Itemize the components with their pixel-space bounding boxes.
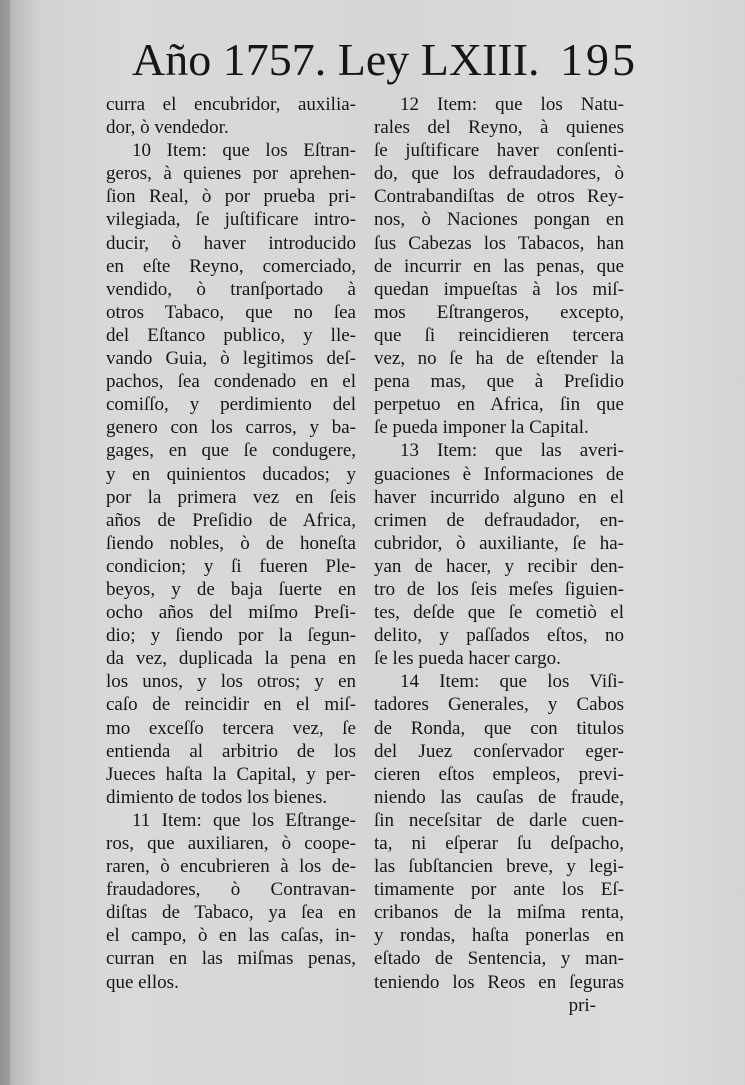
text-line: mos Eſtrangeros, excepto, xyxy=(374,301,624,323)
text-line: timamente por ante los Eſ- xyxy=(374,879,624,901)
text-line: 13 Item: que las averi- xyxy=(400,440,624,462)
text-line: cubridor, ò auxiliante, ſe ha- xyxy=(374,532,624,554)
text-line: genero con los carros, y ba- xyxy=(106,417,356,439)
left-text-column xyxy=(106,93,356,994)
text-line: pachos, ſea condenado en el xyxy=(106,371,356,393)
text-line: vez, no ſe ha de eſtender la xyxy=(374,348,624,370)
text-line: que ſi reincidieren tercera xyxy=(374,324,624,346)
text-line: haver incurrido alguno en el xyxy=(374,486,624,508)
text-line: tadores Generales, y Cabos xyxy=(374,694,624,716)
text-line: niendo las cauſas de fraude, xyxy=(374,786,624,808)
text-line: entienda al arbitrio de los xyxy=(106,740,356,762)
text-line: 12 Item: que los Natu- xyxy=(400,94,624,115)
text-line: raren, ò encubrieren à los de- xyxy=(106,856,356,878)
text-line: condicion; y ſi fueren Ple- xyxy=(106,555,356,577)
text-line: da vez, duplicada la pena en xyxy=(106,648,356,670)
text-line: eſtado de Sentencia, y man- xyxy=(374,948,624,970)
text-line: ros, que auxiliaren, ò coope- xyxy=(106,833,356,854)
text-line: vilegiada, ſe juſtificare intro- xyxy=(106,209,356,231)
text-line: cieren eſtos empleos, previ- xyxy=(374,763,624,785)
text-line: tro de los ſeis meſes ſiguien- xyxy=(374,578,624,600)
text-line: dimiento de todos los bienes. xyxy=(106,786,328,808)
text-line: delito, y paſſados eſtos, no xyxy=(374,625,624,647)
text-line: perpetuo en Africa, ſin que xyxy=(374,394,624,416)
text-line: y rondas, haſta ponerlas en xyxy=(374,925,624,947)
text-line: ta, ni eſperar ſu deſpacho, xyxy=(374,833,624,854)
header-title: Año 1757. Ley LXIII. xyxy=(132,34,540,85)
text-line: geros, à quienes por aprehen- xyxy=(106,163,356,185)
text-line: teniendo los Reos en ſeguras xyxy=(374,971,624,993)
text-line: otros Tabaco, que no ſea xyxy=(106,301,356,323)
text-line: ſion Real, ò por prueba pri- xyxy=(106,186,356,208)
text-line: ſus Cabezas los Tabacos, han xyxy=(374,232,624,254)
text-line: tes, deſde que ſe cometiò el xyxy=(374,602,624,624)
text-line: diſtas de Tabaco, ya ſea en xyxy=(106,902,356,924)
text-line: rales del Reyno, à quienes xyxy=(374,117,624,139)
text-line: Jueces haſta la Capital, y per- xyxy=(106,763,356,785)
text-line: mo exceſſo tercera vez, ſe xyxy=(106,717,356,739)
text-line: beyos, y de baja ſuerte en xyxy=(106,578,356,600)
text-line: del Eſtanco publico, y lle- xyxy=(106,324,356,346)
text-line: pena mas, que à Preſidio xyxy=(374,371,624,393)
page-gutter-shadow xyxy=(0,0,10,1085)
text-line: vendido, ò tranſportado à xyxy=(106,278,356,300)
catchword: pri- xyxy=(568,994,596,1016)
text-line: comiſſo, y perdimiento del xyxy=(106,394,356,416)
text-line: de Ronda, que con titulos xyxy=(374,717,624,739)
text-line: do, que los defraudadores, ò xyxy=(374,163,624,185)
text-line: ducir, ò haver introducido xyxy=(106,232,356,254)
text-line: 11 Item: que los Eſtrange- xyxy=(132,809,356,831)
text-line: ſiendo nobles, ò de honeſta xyxy=(106,532,356,554)
text-line: ſin neceſsitar de darle cuen- xyxy=(374,809,624,831)
text-line: gages, en que ſe condugere, xyxy=(106,440,356,462)
text-line: ſe juſtificare haver conſenti- xyxy=(374,140,624,162)
text-line: que ellos. xyxy=(106,971,179,993)
text-line: dio; y ſiendo por la ſegun- xyxy=(106,625,356,647)
text-line: las ſubſtancien breve, y legi- xyxy=(374,856,624,878)
text-line: 10 Item: que los Eſtran- xyxy=(132,140,356,162)
text-line: ocho años del miſmo Preſi- xyxy=(106,602,356,624)
text-line: cribanos de la miſma renta, xyxy=(374,902,624,924)
right-text-column xyxy=(374,93,624,1017)
text-line: el campo, ò en las caſas, in- xyxy=(106,925,356,947)
text-line: curran en las miſmas penas, xyxy=(106,948,356,970)
text-line: vando Guia, ò legitimos deſ- xyxy=(106,348,356,370)
text-line: 14 Item: que los Viſi- xyxy=(400,671,624,693)
text-line: guaciones è Informaciones de xyxy=(374,463,624,485)
text-line: nos, ò Naciones pongan en xyxy=(374,209,624,231)
text-line: yan de hacer, y recibir den- xyxy=(374,555,624,577)
text-line: caſo de reincidir en el miſ- xyxy=(106,694,356,716)
text-line: curra el encubridor, auxilia- xyxy=(106,94,356,115)
text-line: dor, ò vendedor. xyxy=(106,117,229,139)
text-line: fraudadores, ò Contravan- xyxy=(106,879,356,901)
text-line: crimen de defraudador, en- xyxy=(374,509,624,531)
text-line: ſe pueda imponer la Capital. xyxy=(374,417,589,439)
text-line: Contrabandiſtas de otros Rey- xyxy=(374,186,624,208)
text-line: los unos, y los otros; y en xyxy=(106,671,356,693)
text-line: y en quinientos ducados; y xyxy=(106,463,356,485)
text-line: ſe les pueda hacer cargo. xyxy=(374,648,561,670)
text-line: del Juez conſervador eger- xyxy=(374,740,624,762)
text-line: quedan impueſtas à los miſ- xyxy=(374,278,624,300)
page-number: 195 xyxy=(560,34,638,85)
text-line: por la primera vez en ſeis xyxy=(106,486,356,508)
text-line: en eſte Reyno, comerciado, xyxy=(106,255,356,277)
text-line: años de Preſidio de Africa, xyxy=(106,509,356,531)
text-line: de incurrir en las penas, que xyxy=(374,255,624,277)
